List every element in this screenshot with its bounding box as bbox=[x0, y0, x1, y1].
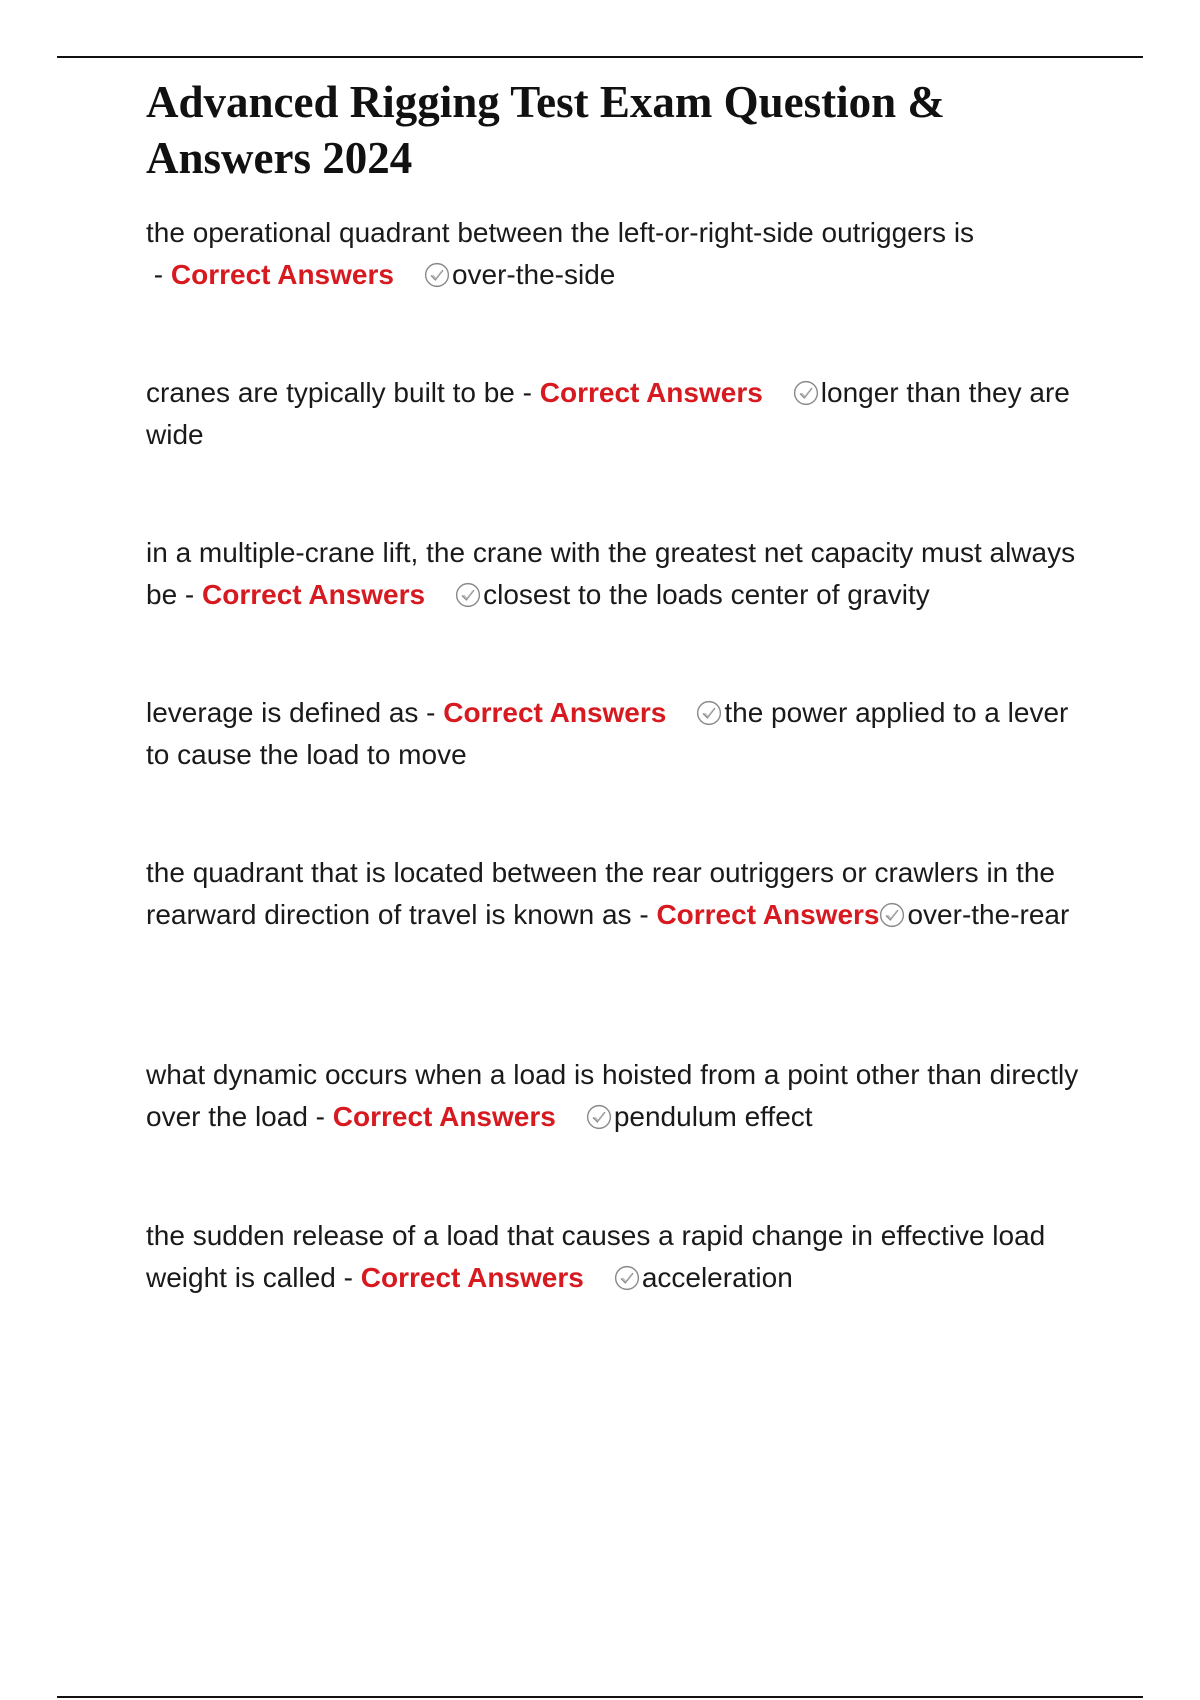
qa-item bbox=[146, 852, 1096, 936]
qa-item bbox=[146, 1054, 1096, 1138]
question-text: the sudden release of a load that causes a rapid change in effective load weight is called bbox=[146, 1220, 1046, 1293]
question-text: the quadrant that is located between the rear outriggers or crawlers in the rearward direction of travel is known as bbox=[146, 857, 1055, 930]
answer-text: longer than they are wide bbox=[146, 377, 1070, 450]
qa-item bbox=[146, 372, 1096, 456]
header-rule bbox=[57, 56, 1143, 58]
question-text: cranes are typically built to be bbox=[146, 377, 515, 408]
answer-text: closest to the loads center of gravity bbox=[483, 579, 930, 610]
answer-text: pendulum effect bbox=[613, 1101, 813, 1132]
correct-answers-label: Correct Answers bbox=[656, 899, 880, 930]
separator: - bbox=[335, 1262, 361, 1293]
check-circle-icon bbox=[614, 1265, 640, 1291]
correct-answers-label: Correct Answers bbox=[202, 579, 426, 610]
page-title: Advanced Rigging Test Exam Question & Answers 2024 bbox=[146, 77, 945, 183]
qa-item bbox=[146, 692, 1096, 776]
answer-text: over-the-rear bbox=[907, 899, 1070, 930]
answer-text: the power applied to a lever to cause the load to move bbox=[146, 697, 1069, 770]
qa-item bbox=[146, 212, 1096, 296]
qa-item bbox=[146, 1215, 1096, 1299]
question-text: leverage is defined as bbox=[146, 697, 419, 728]
correct-answers-label: Correct Answers bbox=[539, 377, 763, 408]
question-text: what dynamic occurs when a load is hoisted from a point other than directly over the load bbox=[146, 1059, 1079, 1132]
answer-text: over-the-side bbox=[451, 259, 616, 290]
correct-answers-label: Correct Answers bbox=[170, 259, 394, 290]
separator: - bbox=[146, 259, 171, 290]
check-circle-icon bbox=[424, 262, 450, 288]
separator: - bbox=[514, 377, 540, 408]
question-text: the operational quadrant between the left-or-right-side outriggers is bbox=[146, 217, 975, 248]
footer-rule bbox=[57, 1696, 1143, 1698]
separator: - bbox=[631, 899, 657, 930]
answer-text: acceleration bbox=[641, 1262, 793, 1293]
question-text: in a multiple-crane lift, the crane with the greatest net capacity must always be bbox=[146, 537, 1076, 610]
check-circle-icon bbox=[586, 1104, 612, 1130]
check-circle-icon bbox=[793, 380, 819, 406]
check-circle-icon bbox=[455, 582, 481, 608]
separator: - bbox=[307, 1101, 333, 1132]
correct-answers-label: Correct Answers bbox=[360, 1262, 584, 1293]
correct-answers-label: Correct Answers bbox=[443, 697, 667, 728]
separator: - bbox=[177, 579, 203, 610]
check-circle-icon bbox=[696, 700, 722, 726]
qa-item bbox=[146, 532, 1096, 616]
correct-answers-label: Correct Answers bbox=[332, 1101, 556, 1132]
check-circle-icon bbox=[879, 902, 905, 928]
separator: - bbox=[418, 697, 444, 728]
